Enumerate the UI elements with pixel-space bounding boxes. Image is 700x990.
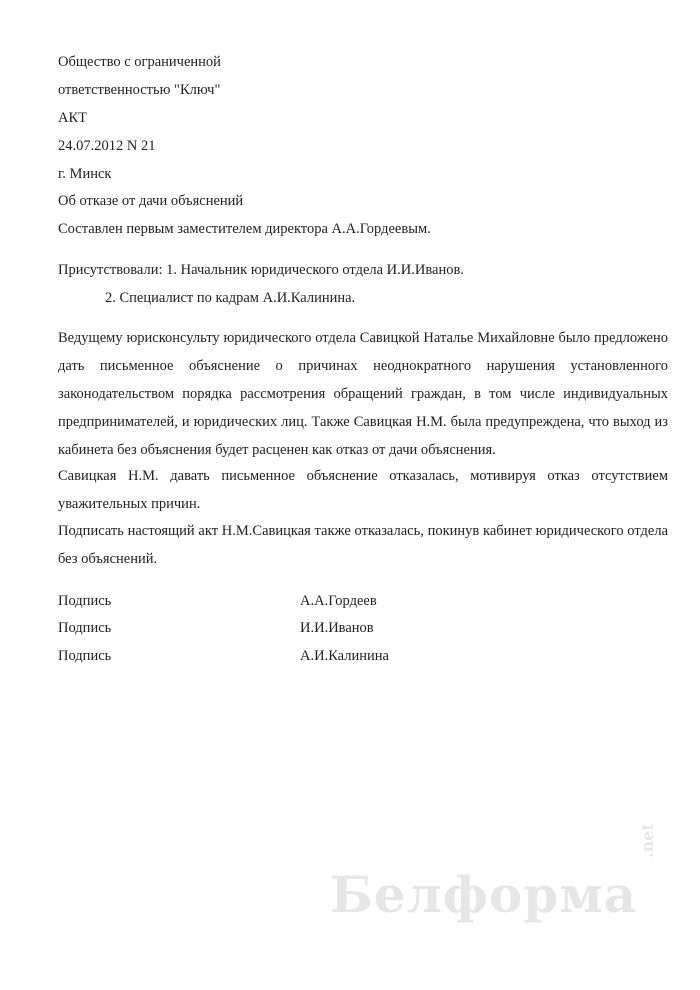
signature-label: Подпись: [58, 648, 112, 664]
doc-date-number: 24.07.2012 N 21: [58, 138, 156, 154]
signature-name: А.А.Гордеев: [300, 593, 377, 609]
watermark-suffix: .net: [638, 823, 657, 858]
compiled-by: Составлен первым заместителем директора А.А.Гордеевым.: [58, 221, 431, 237]
doc-subject: Об отказе от дачи объяснений: [58, 193, 244, 209]
signature-label: Подпись: [58, 620, 112, 636]
signature-label: Подпись: [58, 593, 112, 609]
body-paragraph-2: Савицкая Н.М. давать письменное объяснение отказалась, мотивируя отказ отсутствием уважительных причин.: [58, 468, 668, 512]
watermark-logo: Белформа: [330, 865, 638, 924]
body-paragraph-1: Ведущему юрисконсульту юридического отдела Савицкой Наталье Михайловне было предложено дать письменное объяснение о причинах неоднократного нарушения установленного законодательством порядка рассмотрения обращений граждан, в том числе индивидуальных предпринимателей, и юридических лиц. Также Савицкая Н.М. была предупреждена, что выход из кабинета без объяснения будет расценен как отказ от дачи объяснения.: [58, 330, 668, 458]
present-line-1: Присутствовали: 1. Начальник юридического отдела И.И.Иванов.: [58, 262, 464, 278]
org-name-line1: Общество с ограниченной: [58, 54, 221, 70]
signature-name: И.И.Иванов: [300, 620, 374, 636]
org-name-line2: ответственностью "Ключ": [58, 82, 221, 98]
doc-city: г. Минск: [58, 166, 112, 182]
doc-type: АКТ: [58, 110, 87, 126]
body-paragraph-3: Подписать настоящий акт Н.М.Савицкая также отказалась, покинув кабинет юридического отдела без объяснений.: [58, 523, 668, 567]
present-line-2: 2. Специалист по кадрам А.И.Калинина.: [105, 290, 356, 306]
signature-name: А.И.Калинина: [300, 648, 389, 664]
